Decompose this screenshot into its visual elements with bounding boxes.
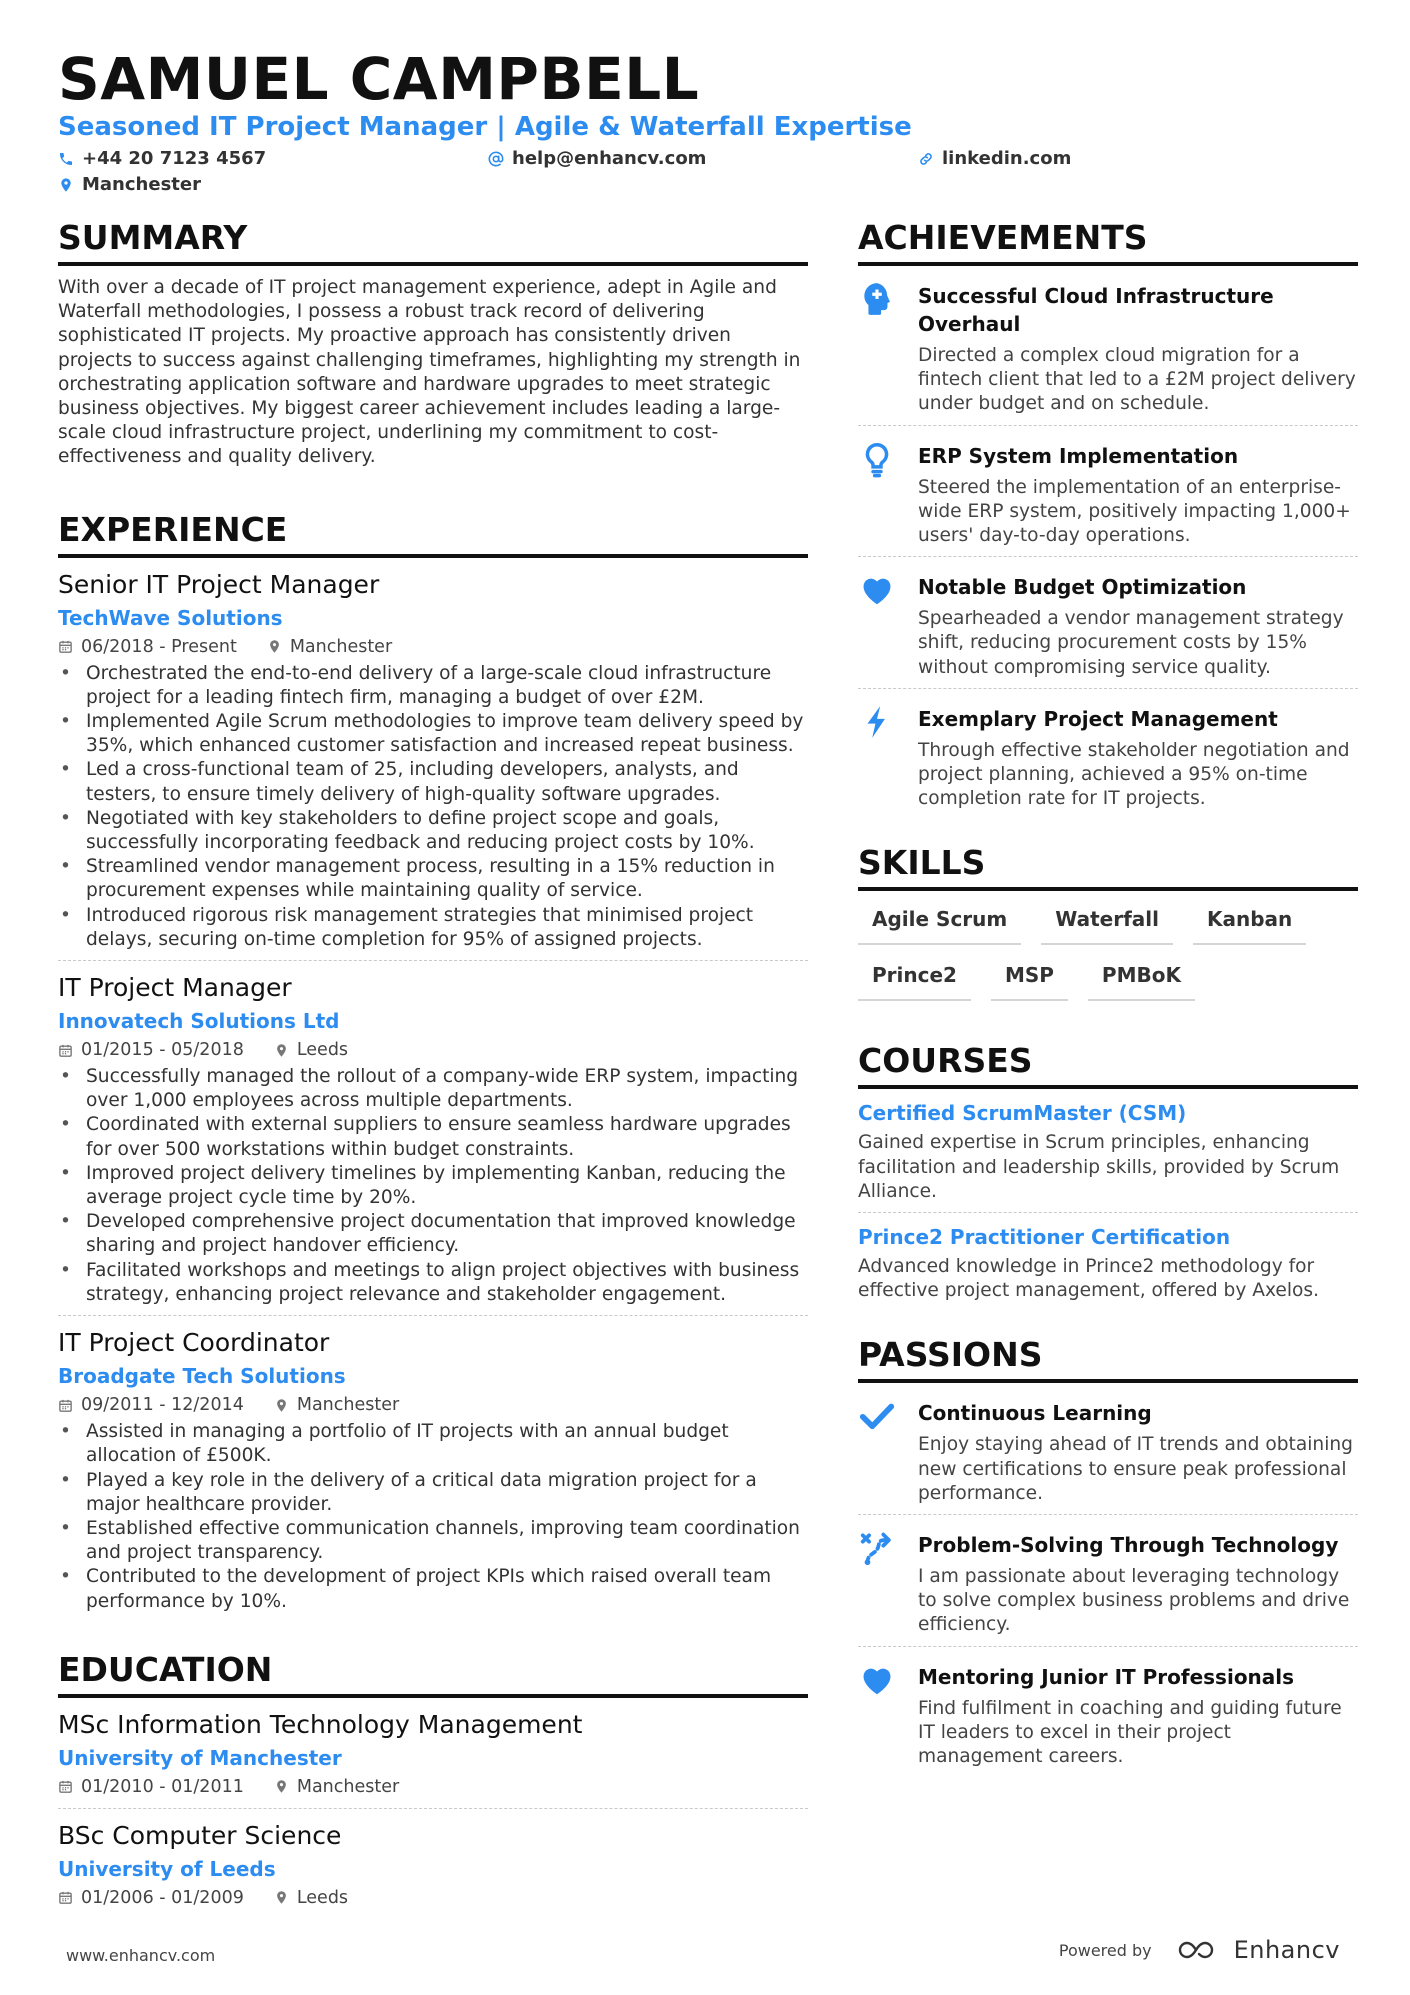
linkedin-text: linkedin.com: [942, 148, 1072, 169]
powered-by-label: Powered by: [1058, 1940, 1152, 1960]
passion-desc: Enjoy staying ahead of IT trends and obtaining new certifications to ensure peak professional performance.: [918, 1434, 1353, 1504]
list-item: • Led a cross-functional team of 25, including developers, analysts, and testers, to ensure timely delivery of high-quality software upgrades.: [58, 758, 808, 806]
passion-desc: I am passionate about leveraging technology to solve complex business problems and drive efficiency.: [918, 1566, 1350, 1636]
achievement-title: Exemplary Project Management: [918, 706, 1278, 731]
company-name: Broadgate Tech Solutions: [58, 1364, 346, 1389]
head-icon: [858, 280, 896, 318]
job-title: IT Project Manager: [58, 973, 292, 1003]
course-desc: Advanced knowledge in Prince2 methodology for effective project management, offered by Axelos.: [858, 1256, 1320, 1302]
divider: [858, 688, 1358, 689]
education-location: Manchester: [274, 1774, 399, 1800]
list-item: • Successfully managed the rollout of a company-wide ERP system, impacting over 1,000 employees across multiple departments.: [58, 1065, 808, 1113]
calendar-icon: [58, 1779, 73, 1794]
calendar-icon: [58, 1043, 73, 1058]
experience-entry: [58, 568, 808, 952]
achievement-desc: Directed a complex cloud migration for a fintech client that led to a £2M project delivery under budget and on schedule.: [918, 345, 1356, 415]
skills-list: [858, 903, 1358, 1001]
divider: [58, 960, 808, 961]
list-item: • Orchestrated the end-to-end delivery of a large-scale cloud infrastructure project for a leading fintech firm, managing a budget of over £2M.: [58, 662, 808, 710]
job-dates: 06/2018 - Present: [58, 634, 237, 660]
summary-heading: SUMMARY: [58, 216, 808, 266]
passion-title: Problem-Solving Through Technology: [918, 1533, 1339, 1558]
list-item: • Streamlined vendor management process, resulting in a 15% reduction in procurement expenses while maintaining quality of service.: [58, 855, 808, 903]
company-name: TechWave Solutions: [58, 605, 283, 630]
course-title: Certified ScrumMaster (CSM): [858, 1101, 1187, 1126]
right-column: [858, 216, 1358, 1769]
phone-text: +44 20 7123 4567: [82, 148, 267, 169]
divider: [858, 1646, 1358, 1647]
location-pin-icon: [274, 1779, 289, 1794]
achievement-item: [858, 567, 1358, 680]
left-column: [58, 216, 808, 1911]
achievement-desc: Through effective stakeholder negotiation and project planning, achieved a 95% on-time completion rate for IT projects.: [918, 739, 1350, 810]
education-location: Leeds: [274, 1885, 348, 1911]
education-dates: 01/2010 - 01/2011: [58, 1774, 244, 1800]
location-pin-icon: [267, 639, 282, 654]
at-icon: [488, 151, 504, 167]
skills-heading: SKILLS: [858, 841, 1358, 891]
brand-name: Enhancv: [1233, 1936, 1340, 1964]
list-item: • Implemented Agile Scrum methodologies to improve team delivery speed by 35%, which enhanced customer satisfaction and increased repeat business.: [58, 710, 808, 758]
achievement-item: [858, 699, 1358, 812]
divider: [58, 1315, 808, 1316]
course-item: [858, 1099, 1358, 1204]
heart-icon: [858, 1661, 896, 1699]
job-dates: 01/2015 - 05/2018: [58, 1037, 244, 1063]
skill-tag: PMBoK: [1088, 959, 1195, 1001]
achievement-desc: Spearheaded a vendor management strategy shift, reducing procurement costs by 15% without compromising service quality.: [918, 608, 1344, 678]
education-dates: 01/2006 - 01/2009: [58, 1885, 244, 1911]
job-title: IT Project Coordinator: [58, 1328, 330, 1358]
achievement-title: Successful Cloud Infrastructure Overhaul: [918, 284, 1274, 336]
footer-branding[interactable]: [1059, 1936, 1340, 1964]
summary-text: With over a decade of IT project management experience, adept in Agile and Waterfall methodologies, I possess a robust track record of delivering sophisticated IT projects. My proactive approach has consistently driven projects to success against challenging timeframes, highlighting my strength in orchestrating application software and hardware upgrades to meet strategic business objectives. My biggest career achievement includes leading a large-scale cloud infrastructure project, underlining my commitment to cost-effectiveness and quality delivery.: [58, 277, 801, 468]
divider: [858, 1212, 1358, 1213]
footer-website[interactable]: www.enhancv.com: [66, 1946, 216, 1965]
contact-location: [58, 173, 201, 197]
achievement-item: [858, 436, 1358, 549]
courses-heading: COURSES: [858, 1039, 1358, 1089]
phone-icon: [58, 151, 74, 167]
email-text: help@enhancv.com: [512, 148, 707, 169]
list-item: • Negotiated with key stakeholders to define project scope and goals, successfully incorporating feedback and reducing project costs by 10%.: [58, 807, 808, 855]
calendar-icon: [58, 639, 73, 654]
route-icon: [858, 1529, 896, 1567]
list-item: • Improved project delivery timelines by implementing Kanban, reducing the average project cycle time by 20%.: [58, 1162, 808, 1210]
passions-heading: PASSIONS: [858, 1333, 1358, 1383]
company-name: Innovatech Solutions Ltd: [58, 1009, 340, 1034]
job-location: Manchester: [274, 1392, 399, 1418]
list-item: • Played a key role in the delivery of a critical data migration project for a major healthcare provider.: [58, 1469, 808, 1517]
achievement-title: Notable Budget Optimization: [918, 575, 1247, 600]
lightbulb-icon: [858, 440, 896, 478]
list-item: • Assisted in managing a portfolio of IT projects with an annual budget allocation of £500K.: [58, 1420, 808, 1468]
list-item: • Contributed to the development of project KPIs which raised overall team performance by 10%.: [58, 1565, 808, 1613]
passion-title: Mentoring Junior IT Professionals: [918, 1664, 1295, 1689]
passion-item: [858, 1393, 1358, 1506]
calendar-icon: [58, 1398, 73, 1413]
skill-tag: Kanban: [1193, 903, 1306, 945]
candidate-name: SAMUEL CAMPBELL: [58, 45, 700, 113]
experience-heading: EXPERIENCE: [58, 508, 808, 558]
degree-title: BSc Computer Science: [58, 1820, 342, 1850]
experience-entry: [58, 971, 808, 1307]
job-dates: 09/2011 - 12/2014: [58, 1392, 244, 1418]
education-entry: [58, 1819, 808, 1911]
list-item: • Facilitated workshops and meetings to align project objectives with business strategy, enhancing project relevance and stakeholder engagement.: [58, 1259, 808, 1307]
calendar-icon: [58, 1890, 73, 1905]
education-entry: [58, 1708, 808, 1800]
job-bullets: [58, 662, 808, 952]
course-item: [858, 1223, 1358, 1303]
passion-title: Continuous Learning: [918, 1401, 1152, 1426]
passion-item: [858, 1525, 1358, 1638]
location-pin-icon: [274, 1043, 289, 1058]
link-icon: [918, 151, 934, 167]
list-item: • Introduced rigorous risk management strategies that minimised project delays, securing on-time completion for 95% of assigned projects.: [58, 904, 808, 952]
divider: [58, 1808, 808, 1809]
school-name: University of Leeds: [58, 1856, 276, 1881]
passion-desc: Find fulfilment in coaching and guiding future IT leaders to excel in their project management careers.: [918, 1697, 1342, 1768]
job-bullets: [58, 1420, 808, 1614]
skill-tag: Prince2: [858, 959, 971, 1001]
achievements-heading: ACHIEVEMENTS: [858, 216, 1358, 266]
course-desc: Gained expertise in Scrum principles, enhancing facilitation and leadership skills, provided by Scrum Alliance.: [858, 1132, 1340, 1202]
enhancv-logo-icon: [1176, 1939, 1220, 1961]
location-text: Manchester: [82, 174, 201, 195]
location-pin-icon: [58, 177, 74, 193]
achievement-item: [858, 276, 1358, 417]
candidate-tagline: Seasoned IT Project Manager | Agile & Waterfall Expertise: [58, 112, 912, 142]
job-location: Manchester: [267, 634, 392, 660]
achievement-desc: Steered the implementation of an enterprise-wide ERP system, positively impacting 1,000+ users' day-to-day operations.: [918, 476, 1351, 547]
achievement-title: ERP System Implementation: [918, 443, 1239, 468]
course-title: Prince2 Practitioner Certification: [858, 1225, 1231, 1250]
degree-title: MSc Information Technology Management: [58, 1709, 583, 1739]
contact-email[interactable]: [488, 147, 706, 171]
location-pin-icon: [274, 1398, 289, 1413]
list-item: • Coordinated with external suppliers to ensure seamless hardware upgrades for over 500 workstations within budget constraints.: [58, 1113, 808, 1161]
skill-tag: MSP: [991, 959, 1068, 1001]
contact-linkedin[interactable]: [918, 147, 1071, 171]
contact-phone[interactable]: [58, 147, 266, 171]
experience-entry: [58, 1326, 808, 1614]
divider: [858, 425, 1358, 426]
skill-tag: Waterfall: [1041, 903, 1173, 945]
passion-item: [858, 1657, 1358, 1770]
job-location: Leeds: [274, 1037, 348, 1063]
list-item: • Developed comprehensive project documentation that improved knowledge sharing and project handover efficiency.: [58, 1210, 808, 1258]
heart-icon: [858, 571, 896, 609]
education-heading: EDUCATION: [58, 1648, 808, 1698]
skill-tag: Agile Scrum: [858, 903, 1021, 945]
lightning-icon: [858, 703, 896, 741]
job-bullets: [58, 1065, 808, 1307]
location-pin-icon: [274, 1890, 289, 1905]
checkmark-icon: [858, 1397, 896, 1435]
divider: [858, 1514, 1358, 1515]
list-item: • Established effective communication channels, improving team coordination and project transparency.: [58, 1517, 808, 1565]
job-title: Senior IT Project Manager: [58, 569, 380, 599]
school-name: University of Manchester: [58, 1745, 342, 1770]
divider: [858, 556, 1358, 557]
